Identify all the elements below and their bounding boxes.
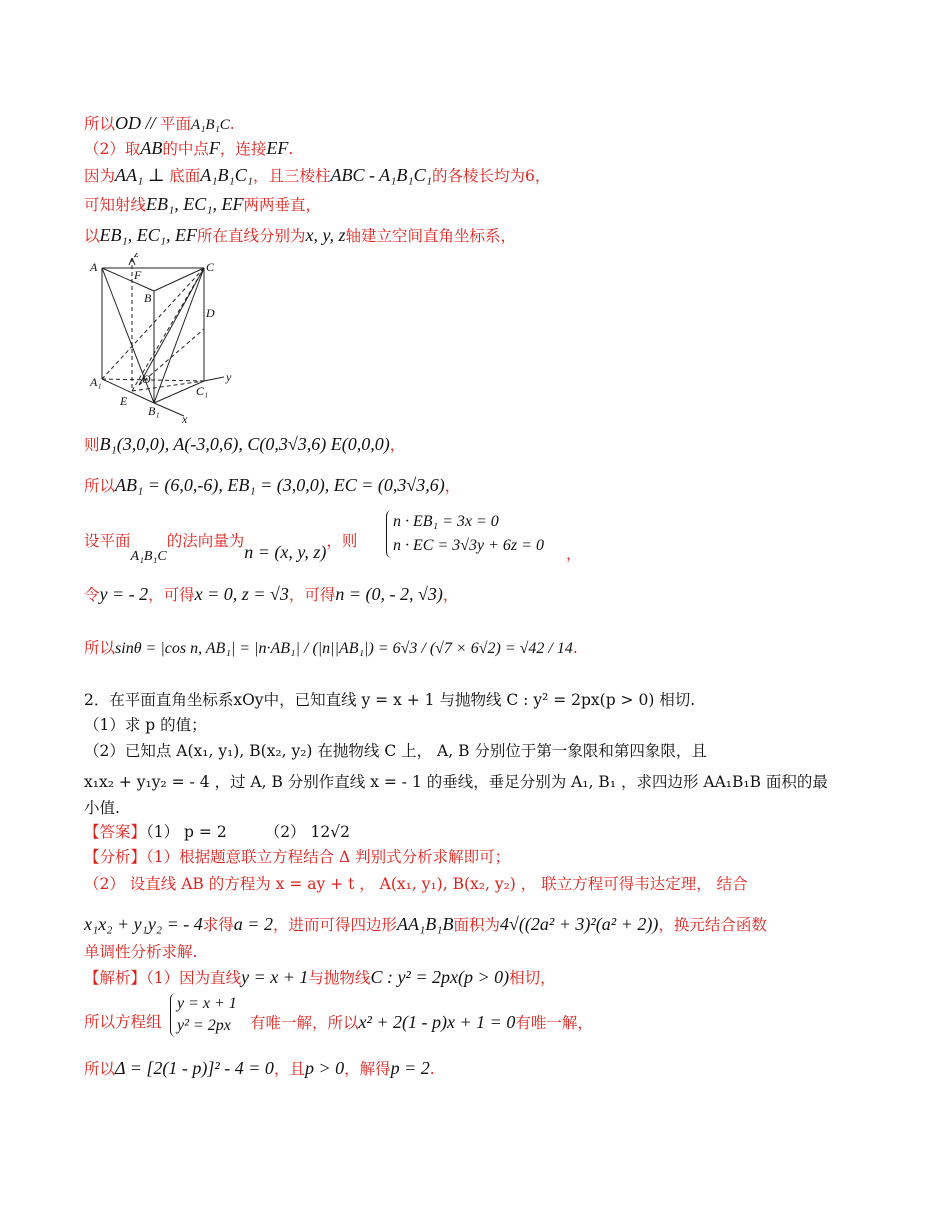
line-9 — [84, 584, 458, 605]
text: 所以 — [84, 115, 116, 133]
text: 以 — [84, 227, 100, 245]
math: AB — [140, 138, 163, 158]
text: 因为 — [84, 167, 116, 185]
answer-part-2: （2） 12√2 — [264, 823, 350, 841]
fig-label-x: x — [182, 412, 188, 425]
math: F — [208, 138, 220, 158]
text: 平面 — [160, 115, 192, 133]
math: EB₁, EC₁, EF — [146, 194, 244, 214]
line-5 — [84, 225, 516, 246]
math: y = x + 1 — [177, 995, 237, 1012]
math: C : y² = 2px(p > 0) — [370, 967, 510, 987]
text: 轴建立空间直角坐标系， — [345, 227, 517, 245]
math: EB₁, EC₁, EF — [99, 225, 198, 245]
math: A₁B₁C — [130, 549, 167, 564]
text: ，连接 — [219, 140, 267, 158]
text: （1）因为直线 — [146, 969, 242, 987]
question-2-part-2: （2）已知点 A(x₁, y₁), B(x₂, y₂) 在抛物线 C 上， A, B 分别位于第一象限和第四象限，且 — [84, 742, 707, 760]
answer-part-1: （1） p = 2 — [146, 823, 227, 841]
text: 所在直线分别为 — [197, 227, 306, 245]
solution-line-2 — [84, 1012, 162, 1032]
text: 相切， — [509, 969, 556, 987]
math: n · EB₁ = 3x = 0 — [393, 513, 499, 530]
analysis-tag: 【分析】 — [84, 848, 147, 866]
question-2: 2．在平面直角坐标系xOy中，已知直线 y = x + 1 与抛物线 C : y² = 2px(p > 0) 相切. — [84, 691, 696, 709]
line-3 — [84, 165, 550, 186]
fig-label-F: F — [134, 268, 142, 282]
fig-label-C1: C₁ — [196, 384, 209, 398]
text: . — [288, 140, 294, 158]
line-8-end — [566, 544, 582, 564]
solution-line-2-rest — [250, 1012, 593, 1033]
text: 令 — [84, 586, 100, 604]
fig-label-A: A — [90, 260, 98, 274]
text: 底面 — [169, 167, 201, 185]
math: x² + 2(1 - p)x + 1 = 0 — [358, 1012, 516, 1032]
text: 所以方程组 — [84, 1013, 162, 1031]
math: 4√((2a² + 3)²(a² + 2)) — [499, 914, 659, 934]
analysis-line-4: 单调性分析求解. — [84, 943, 198, 961]
math: y² = 2px — [177, 1017, 231, 1034]
fig-label-O: O — [142, 372, 151, 386]
line-2 — [84, 138, 293, 159]
text: 设平面 — [84, 532, 131, 550]
fig-label-A1: A₁ — [90, 375, 102, 389]
math: AA₁B₁B — [396, 914, 454, 934]
prism-figure — [84, 253, 244, 425]
line-1 — [84, 113, 235, 135]
text: ， — [444, 477, 461, 495]
text: ， — [566, 545, 582, 563]
text: 有唯一解， — [515, 1014, 593, 1032]
prism-diagram — [84, 253, 244, 425]
answer-line — [84, 822, 350, 842]
text: 可知射线 — [84, 196, 147, 214]
text: ，进而可得四边形 — [272, 916, 397, 934]
math: OD // — [115, 113, 161, 133]
math: p = 2 — [390, 1058, 430, 1078]
solution-system — [170, 993, 237, 1037]
text: （1）根据题意联立方程结合 Δ 判别式分析求解即可； — [146, 848, 511, 866]
math: n = (x, y, z) — [244, 542, 327, 562]
math: y = - 2 — [99, 584, 149, 604]
analysis-line-3 — [84, 914, 767, 935]
math: p > 0 — [304, 1058, 345, 1078]
text: ，换元结合函数 — [658, 916, 767, 934]
question-2-end: 小值. — [84, 799, 120, 817]
math: a = 2 — [233, 914, 273, 934]
math: n · EC = 3√3y + 6z = 0 — [393, 537, 544, 554]
math: A₁B₁C₁ — [200, 165, 253, 185]
answer-tag: 【答案】 — [84, 823, 147, 841]
math: x, y, z — [305, 225, 346, 245]
math: B₁(3,0,0), A(-3,0,6), C(0,3√3,6) E(0,0,0) — [99, 434, 390, 454]
text: ， — [389, 436, 406, 454]
line-8 — [84, 530, 358, 564]
fig-label-z: z — [134, 253, 139, 260]
fig-label-E: E — [120, 394, 128, 408]
text: ，可得 — [148, 586, 195, 604]
text: ，则 — [326, 532, 358, 550]
fig-label-C: C — [206, 260, 215, 274]
line-10 — [84, 638, 578, 659]
fig-label-B: B — [144, 291, 152, 305]
text: 的法向量为 — [166, 532, 245, 550]
analysis-line-1 — [84, 847, 510, 867]
math: Δ = [2(1 - p)]² - 4 = 0 — [115, 1058, 274, 1078]
text: . — [429, 1060, 435, 1078]
line-7 — [84, 475, 460, 496]
fig-label-B1: B₁ — [148, 404, 160, 418]
text: 的各棱长均为6， — [431, 167, 551, 185]
math: sinθ = |cos n, AB₁| = |n·AB₁| / (|n||AB₁|) = 6√3 / (√7 × 6√2) = √42 / 14 — [115, 640, 573, 657]
math: n = (0, - 2, √3) — [335, 584, 443, 604]
text: 与抛物线 — [308, 969, 371, 987]
text: 面积为 — [453, 916, 500, 934]
math: EF — [266, 138, 289, 158]
text: 求得 — [202, 916, 234, 934]
math: AA₁ ⊥ — [115, 165, 170, 185]
line-8-system — [386, 510, 544, 558]
text: ，且 — [273, 1060, 305, 1078]
math: AB₁ = (6,0,-6), EB₁ = (3,0,0), EC = (0,3√3,6) — [115, 475, 445, 495]
fig-label-y: y — [226, 370, 232, 384]
text: ，且三棱柱 — [253, 167, 331, 185]
analysis-line-2: （2） 设直线 AB 的方程为 x = ay + t ， A(x₁, y₁), B(x₂, y₂) ， 联立方程可得韦达定理， 结合 — [84, 875, 748, 893]
question-2-cond: x₁x₂ + y₁y₂ = - 4 ，过 A, B 分别作直线 x = - 1 的垂线，垂足分别为 A₁, B₁ ，求四边形 AA₁B₁B 面积的最 — [84, 773, 828, 791]
solution-tag: 【解析】 — [84, 969, 147, 987]
text: ， — [442, 586, 459, 604]
text: 两两垂直， — [243, 196, 322, 214]
math: A₁B₁C — [191, 117, 230, 133]
math: y = x + 1 — [241, 967, 309, 987]
text: . — [572, 639, 578, 657]
question-2-part-1: （1）求 p 的值； — [84, 716, 207, 734]
text: ，可得 — [288, 586, 336, 604]
text: ，解得 — [344, 1060, 391, 1078]
fig-label-D: D — [206, 306, 215, 320]
line-6 — [84, 434, 405, 455]
text: 则 — [84, 436, 100, 454]
math: x₁x₂ + y₁y₂ = - 4 — [84, 914, 203, 934]
text: 有唯一解，所以 — [250, 1014, 359, 1032]
line-4 — [84, 194, 321, 215]
solution-line-3 — [84, 1058, 435, 1079]
text: 的中点 — [162, 140, 209, 158]
text: 所以 — [84, 639, 116, 657]
text: 所以 — [84, 1060, 116, 1078]
math: x = 0, z = √3 — [194, 584, 289, 604]
text: 所以 — [84, 477, 116, 495]
math: ABC - A₁B₁C₁ — [330, 165, 432, 185]
text: . — [229, 115, 235, 133]
solution-line-1 — [84, 967, 556, 988]
text: （2）取 — [84, 140, 141, 158]
